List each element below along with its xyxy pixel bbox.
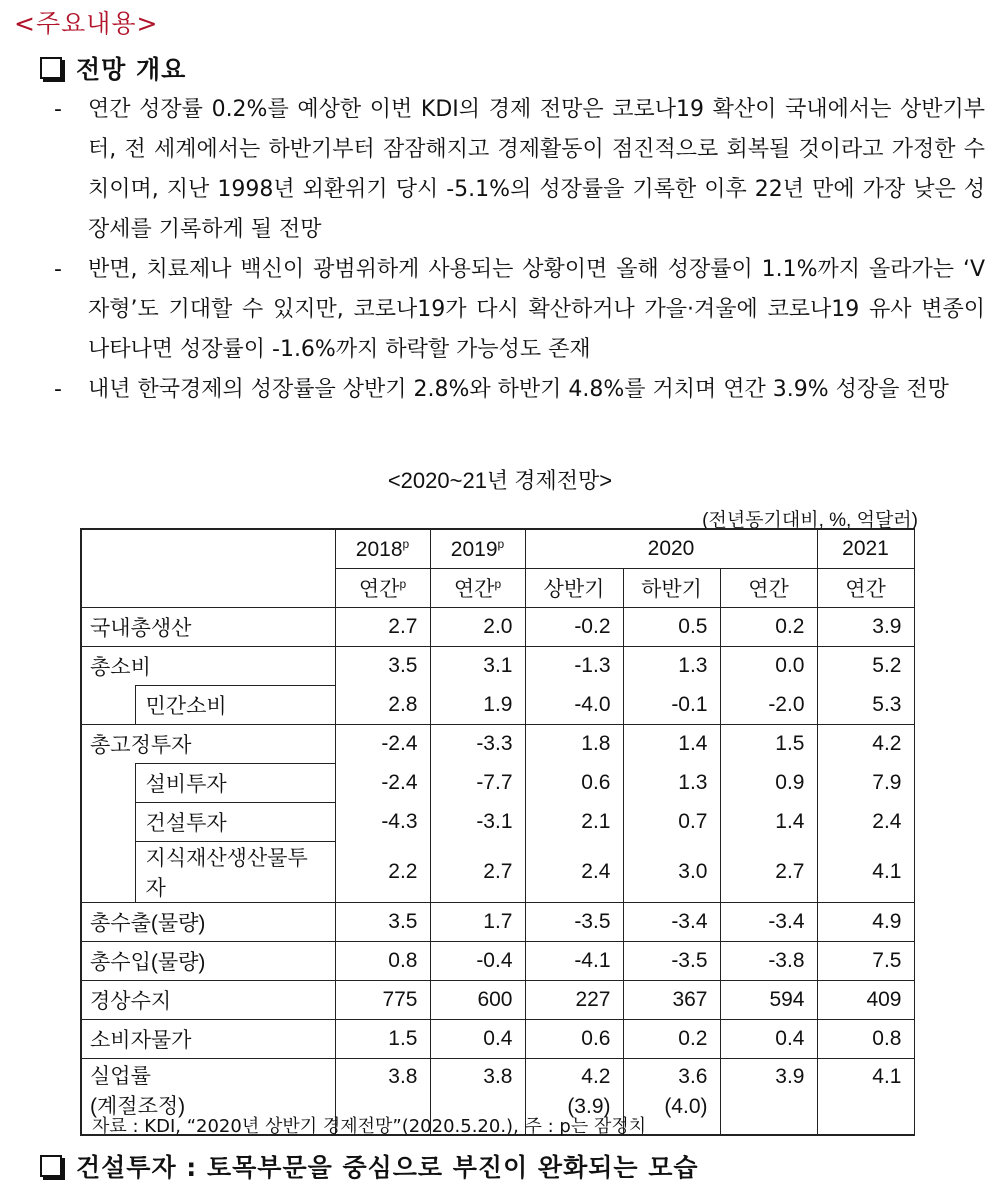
table-caption: <2020~21년 경제전망> <box>387 468 613 493</box>
row-label: 국내총생산 <box>81 608 335 647</box>
table-row: 지식재산생산물투자 2.2 2.7 2.4 3.0 2.7 4.1 <box>81 842 914 903</box>
subcol-h1: 상반기 <box>525 569 623 608</box>
subcol-annual: 연간 <box>817 569 914 608</box>
section-heading-construction <box>40 1148 699 1184</box>
row-label: 총소비 <box>81 647 335 686</box>
table-row: 경상수지 775 600 227 367 594 409 <box>81 981 914 1020</box>
bullet-dash: - <box>54 377 62 402</box>
col-2020: 2020 <box>525 529 817 569</box>
table-row: 총고정투자 -2.4 -3.3 1.8 1.4 1.5 4.2 <box>81 725 914 764</box>
bullet-dash: - <box>54 257 62 282</box>
row-label: 총수입(물량) <box>81 942 335 981</box>
table-row: 총수입(물량) 0.8 -0.4 -4.1 -3.5 -3.8 7.5 <box>81 942 914 981</box>
bullet-item <box>50 90 985 250</box>
forecast-table <box>80 528 915 1136</box>
table-corner <box>81 529 335 608</box>
bullet-dash: - <box>54 97 62 122</box>
row-label: 총수출(물량) <box>81 903 335 942</box>
bullet-text: 반면, 치료제나 백신이 광범위하게 사용되는 상황이면 올해 성장률이 1.1%까지 올라가는 ‘V자형’도 기대할 수 있지만, 코로나19가 다시 확산하거나 가을·겨울에 코로나19 유사 변종이 나타나면 성장률이 -1.6%까지 하락할 가능성도 존재 <box>88 257 985 362</box>
table-row: 총소비 3.5 3.1 -1.3 1.3 0.0 5.2 <box>81 647 914 686</box>
subcol-annual: 연간 <box>720 569 817 608</box>
checkbox-square-icon <box>40 57 62 79</box>
section-title: 건설투자 : 토목부문을 중심으로 부진이 완화되는 모습 <box>76 1153 699 1182</box>
col-2021: 2021 <box>817 529 914 569</box>
col-2019: 2019$^p$ <box>430 529 525 569</box>
table-row: 건설투자 -4.3 -3.1 2.1 0.7 1.4 2.4 <box>81 803 914 842</box>
table-row: 설비투자 -2.4 -7.7 0.6 1.3 0.9 7.9 <box>81 764 914 803</box>
row-label: 소비자물가 <box>81 1020 335 1059</box>
bullet-item <box>50 250 985 370</box>
table-row: 소비자물가 1.5 0.4 0.6 0.2 0.4 0.8 <box>81 1020 914 1059</box>
col-2018: 2018$^p$ <box>335 529 430 569</box>
subcol-annual: 연간$^p$ <box>430 569 525 608</box>
table-source-note: 자료 : KDI, “2020년 상반기 경제전망”(2020.5.20.), 주 : p는 잠정치 <box>92 1116 647 1137</box>
section-title: 전망 개요 <box>76 55 187 84</box>
table-row: 총수출(물량) 3.5 1.7 -3.5 -3.4 -3.4 4.9 <box>81 903 914 942</box>
table-row: 국내총생산 2.7 2.0 -0.2 0.5 0.2 3.9 <box>81 608 914 647</box>
row-label: 경상수지 <box>81 981 335 1020</box>
table-unit: (전년동기대비, %, 억달러) <box>702 510 918 531</box>
row-label: 설비투자 <box>135 764 335 803</box>
table-row: 실업률 (계절조정) 3.8 3.8 4.2 (3.9) 3.6 (4.0) 3.9 4.1 <box>81 1059 914 1136</box>
subcol-h2: 하반기 <box>623 569 720 608</box>
row-label: 민간소비 <box>135 686 335 725</box>
table-row: 민간소비 2.8 1.9 -4.0 -0.1 -2.0 5.3 <box>81 686 914 725</box>
bullet-text: 내년 한국경제의 성장률을 상반기 2.8%와 하반기 4.8%를 거치며 연간 3.9% 성장을 전망 <box>88 377 949 402</box>
row-label: 총고정투자 <box>81 725 335 764</box>
checkbox-square-icon <box>40 1155 62 1177</box>
bullet-text: 연간 성장률 0.2%를 예상한 이번 KDI의 경제 전망은 코로나19 확산이 국내에서는 상반기부터, 전 세계에서는 하반기부터 잠잠해지고 경제활동이 점진적으로 회복될 것이라고 가정한 수치이며, 지난 1998년 외환위기 당시 -5.1%의 성장률을 기록한 이후 22년 만에 가장 낮은 성장세를 기록하게 될 전망 <box>88 97 985 242</box>
bullet-list <box>50 90 985 410</box>
row-label: 지식재산생산물투자 <box>135 842 335 903</box>
row-label: 건설투자 <box>135 803 335 842</box>
section-heading-outlook <box>40 50 186 86</box>
key-content-tag: <주요내용> <box>14 9 159 38</box>
subcol-annual: 연간$^p$ <box>335 569 430 608</box>
row-label: 실업률 (계절조정) <box>81 1059 335 1136</box>
bullet-item <box>50 370 985 410</box>
